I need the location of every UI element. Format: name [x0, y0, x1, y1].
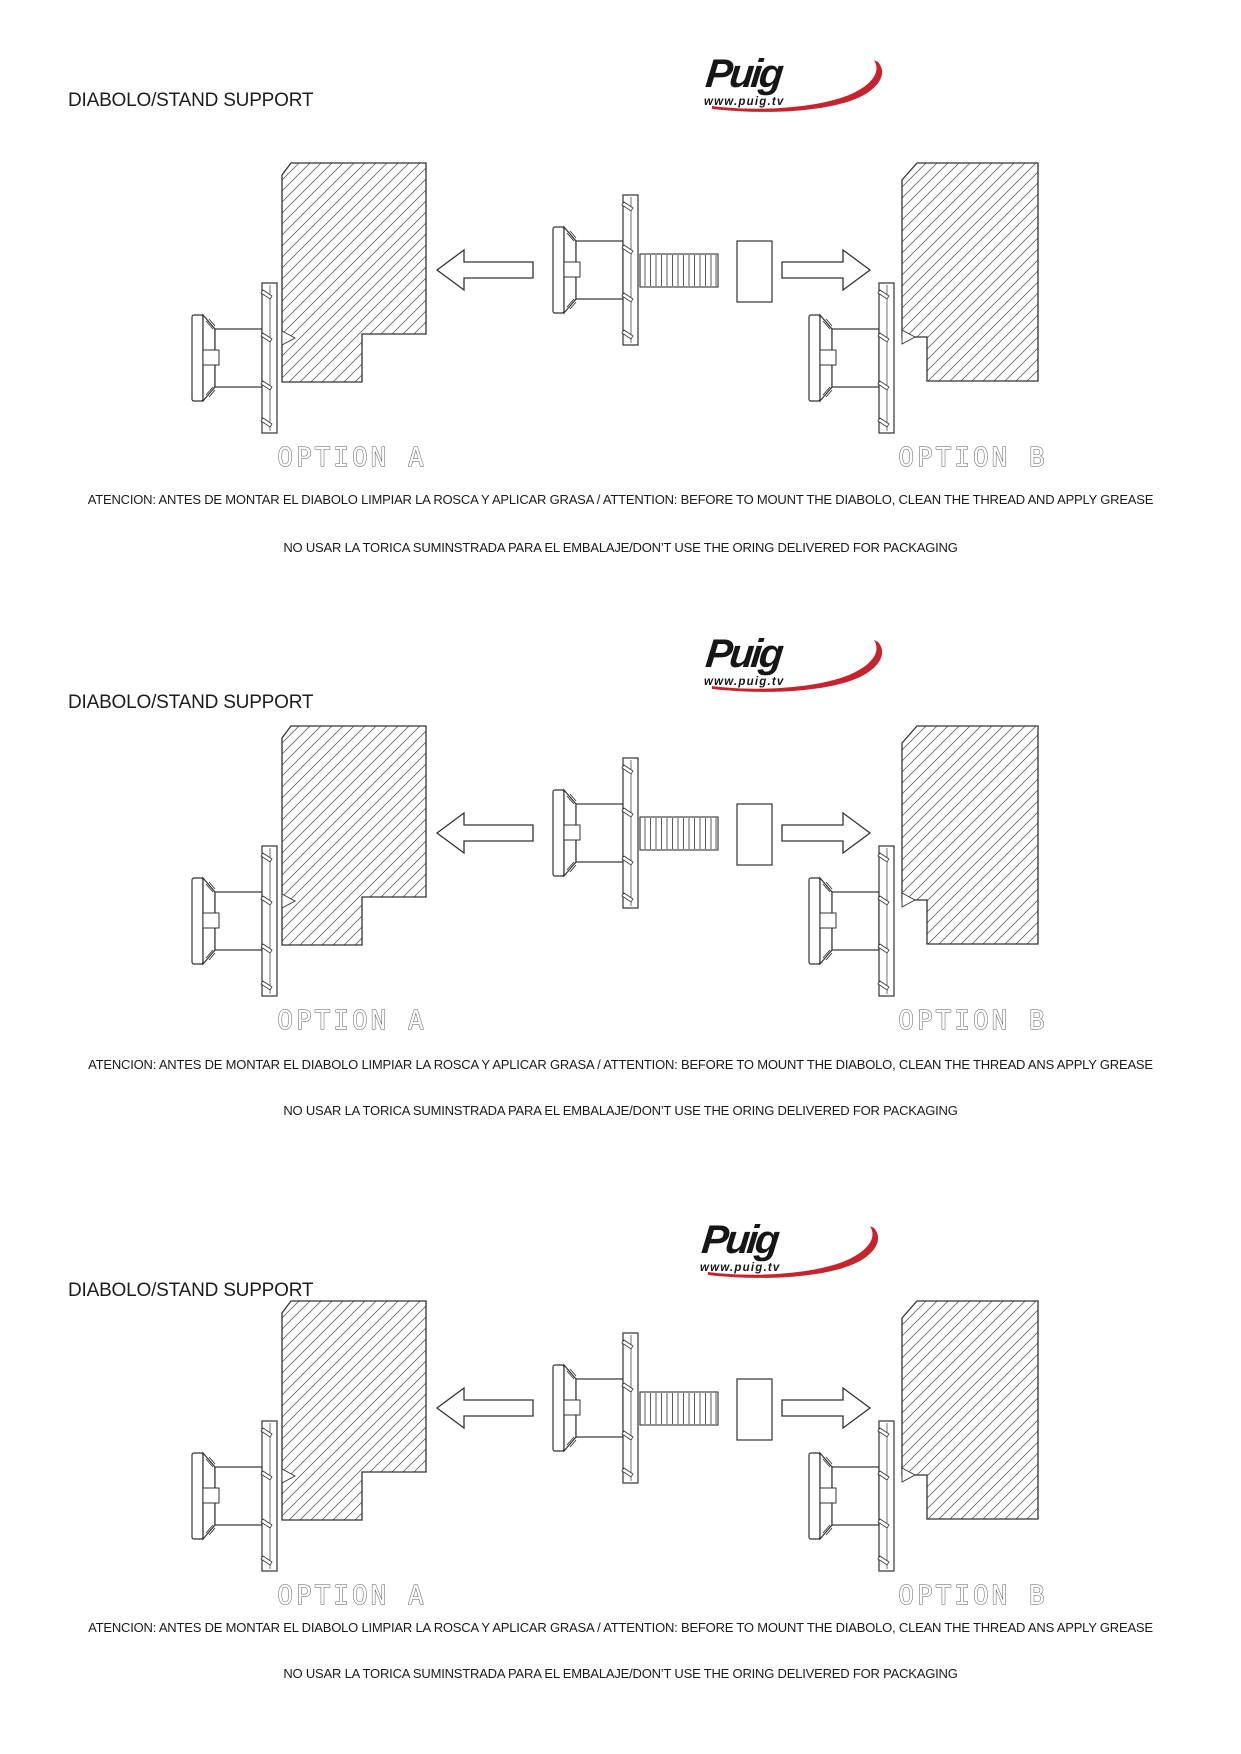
- option-a-label: OPTION A: [277, 1581, 427, 1611]
- option-a-label: OPTION A: [277, 1006, 427, 1036]
- puig-logo-url: www.puig.tv: [700, 1262, 781, 1274]
- caption-oring: NO USAR LA TORICA SUMINSTRADA PARA EL EMBALAJE/DON’T USE THE ORING DELIVERED FOR PACKAGING: [283, 540, 958, 555]
- page-title: DIABOLO/STAND SUPPORT: [68, 90, 314, 111]
- puig-logo-text: Puig: [703, 52, 784, 96]
- mounting-diagram: [130, 1268, 1080, 1613]
- caption-attention: ATENCION: ANTES DE MONTAR EL DIABOLO LIMPIAR LA ROSCA Y APLICAR GRASA / ATTENTION: BEFORE TO MOUNT THE DIABOLO, CLEAN THE THREAD AND APPLY GREASE: [87, 492, 1154, 507]
- puig-logo: [700, 632, 900, 700]
- option-a-label: OPTION A: [277, 443, 427, 473]
- caption-oring: NO USAR LA TORICA SUMINSTRADA PARA EL EMBALAJE/DON’T USE THE ORING DELIVERED FOR PACKAGING: [283, 1666, 958, 1681]
- caption-attention: ATENCION: ANTES DE MONTAR EL DIABOLO LIMPIAR LA ROSCA Y APLICAR GRASA / ATTENTION: BEFORE TO MOUNT THE DIABOLO, CLEAN THE THREAD ANS APPLY GREASE: [88, 1620, 1153, 1635]
- option-b-label: OPTION B: [898, 443, 1048, 473]
- option-b-label: OPTION B: [898, 1581, 1048, 1611]
- mounting-diagram: [130, 693, 1080, 1038]
- option-b-label: OPTION B: [898, 1006, 1048, 1036]
- page-title: DIABOLO/STAND SUPPORT: [68, 1280, 314, 1301]
- puig-logo-url: www.puig.tv: [704, 676, 785, 688]
- puig-logo-text: Puig: [699, 1218, 780, 1262]
- puig-logo: [700, 52, 900, 120]
- mounting-diagram: [130, 130, 1080, 475]
- caption-oring: NO USAR LA TORICA SUMINSTRADA PARA EL EMBALAJE/DON’T USE THE ORING DELIVERED FOR PACKAGING: [283, 1103, 958, 1118]
- caption-attention: ATENCION: ANTES DE MONTAR EL DIABOLO LIMPIAR LA ROSCA Y APLICAR GRASA / ATTENTION: BEFORE TO MOUNT THE DIABOLO, CLEAN THE THREAD ANS APPLY GREASE: [88, 1057, 1153, 1072]
- puig-logo-url: www.puig.tv: [704, 96, 785, 108]
- page-title: DIABOLO/STAND SUPPORT: [68, 692, 314, 713]
- puig-logo-text: Puig: [703, 632, 784, 676]
